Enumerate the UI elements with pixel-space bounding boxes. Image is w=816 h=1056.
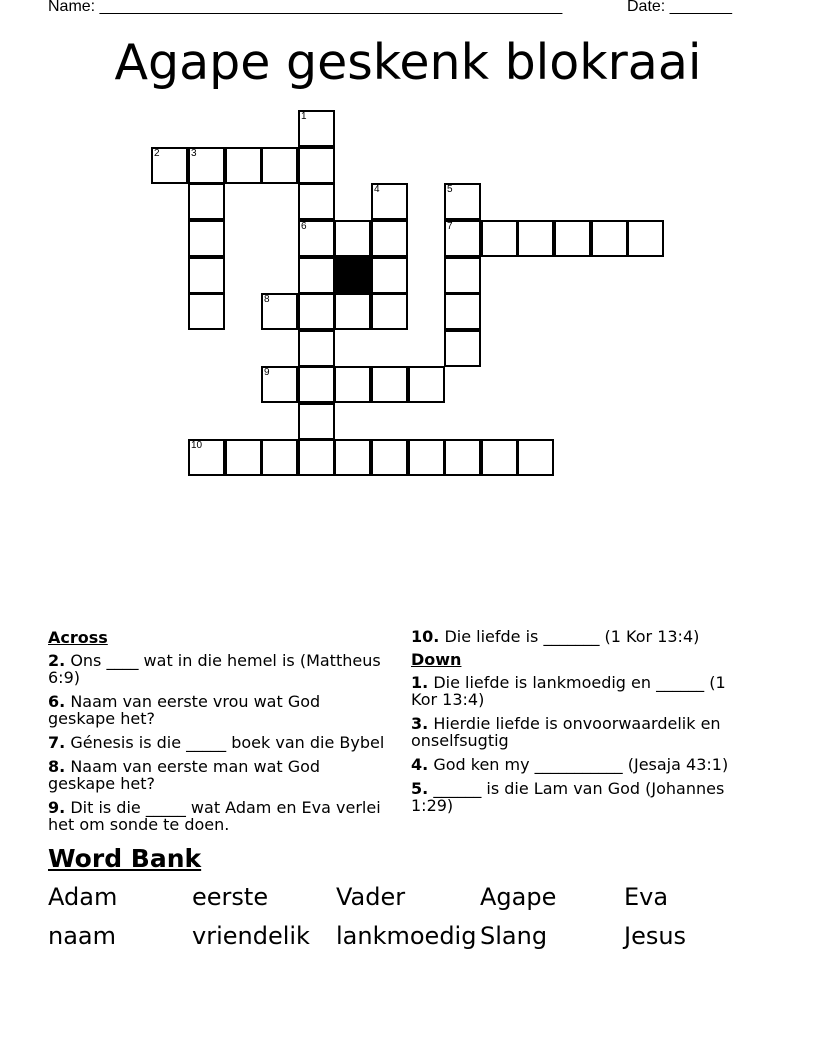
clue-across-10 <box>411 628 756 645</box>
clue-number-label: 8. <box>48 757 66 776</box>
clue-down-1 <box>411 674 756 708</box>
clue-text: Naam van eerste vrou wat God geskape het? <box>48 692 321 728</box>
clue-number-label: 1. <box>411 673 429 692</box>
grid-cell[interactable] <box>188 183 225 220</box>
word-bank-item: vriendelik <box>192 922 310 950</box>
word-bank-item: Vader <box>336 883 406 911</box>
grid-cell[interactable] <box>444 220 481 257</box>
clue-number-label: 7. <box>48 733 66 752</box>
clue-across-8 <box>48 758 388 792</box>
clue-number-label: 5. <box>411 779 429 798</box>
clue-down-5 <box>411 780 756 814</box>
clue-across-6 <box>48 693 388 727</box>
grid-cell[interactable] <box>591 220 628 257</box>
clue-number-label: 4. <box>411 755 429 774</box>
grid-cell[interactable] <box>188 293 225 330</box>
grid-cell[interactable] <box>481 220 518 257</box>
crossword-grid <box>0 0 816 500</box>
clue-number: 6 <box>301 221 307 232</box>
grid-cell[interactable] <box>298 439 335 476</box>
grid-cell[interactable] <box>261 439 298 476</box>
clue-text: Dit is die _____ wat Adam en Eva verlei het om sonde te doen. <box>48 798 381 834</box>
across-heading: Across <box>48 628 108 647</box>
grid-cell[interactable] <box>444 330 481 367</box>
word-bank-item: naam <box>48 922 117 950</box>
word-bank-item: Jesus <box>624 922 687 950</box>
word-bank-item: Eva <box>624 883 669 911</box>
grid-cell[interactable] <box>371 183 408 220</box>
grid-cell[interactable] <box>481 439 518 476</box>
clue-across-7 <box>48 734 388 751</box>
grid-cell[interactable] <box>371 220 408 257</box>
grid-cell[interactable] <box>298 257 335 294</box>
clue-across-2 <box>48 652 388 686</box>
grid-cell[interactable] <box>334 220 371 257</box>
clue-text: ______ is die Lam van God (Johannes 1:29) <box>411 779 725 815</box>
grid-cell[interactable] <box>444 183 481 220</box>
clue-number: 1 <box>301 111 307 122</box>
grid-cell[interactable] <box>298 330 335 367</box>
grid-cell[interactable] <box>554 220 591 257</box>
grid-cell[interactable] <box>188 220 225 257</box>
clue-number: 8 <box>264 294 270 305</box>
page-title: Agape geskenk blokraai <box>114 34 702 91</box>
grid-cell[interactable] <box>371 293 408 330</box>
clue-number: 5 <box>447 184 453 195</box>
grid-cell[interactable] <box>408 366 445 403</box>
clues-right-column <box>411 628 756 821</box>
grid-cell[interactable] <box>298 183 335 220</box>
grid-cell[interactable] <box>225 439 262 476</box>
grid-cell[interactable] <box>188 439 225 476</box>
grid-cell[interactable] <box>444 257 481 294</box>
clue-text: Génesis is die _____ boek van die Bybel <box>70 733 385 752</box>
down-heading: Down <box>411 650 462 669</box>
word-bank-item: eerste <box>192 883 269 911</box>
clue-number-label: 9. <box>48 798 66 817</box>
word-bank-item: Agape <box>480 883 557 911</box>
clue-number-label: 2. <box>48 651 66 670</box>
grid-cell[interactable] <box>225 147 262 184</box>
clue-number: 10 <box>191 440 203 451</box>
clue-text: Ons ____ wat in die hemel is (Mattheus 6:9) <box>48 651 381 687</box>
clues-left-column <box>48 628 388 840</box>
word-bank-item: lankmoedig <box>336 922 477 950</box>
clue-text: Hierdie liefde is onvoorwaardelik en onselfsugtig <box>411 714 721 750</box>
grid-cell[interactable] <box>334 439 371 476</box>
clue-number: 7 <box>447 221 453 232</box>
grid-cell[interactable] <box>517 220 554 257</box>
grid-cell[interactable] <box>151 147 188 184</box>
clue-number: 2 <box>154 148 160 159</box>
grid-cell[interactable] <box>298 366 335 403</box>
grid-cell[interactable] <box>188 257 225 294</box>
grid-cell[interactable] <box>261 293 298 330</box>
clue-text: God ken my ___________ (Jesaja 43:1) <box>433 755 729 774</box>
grid-cell[interactable] <box>371 366 408 403</box>
clue-number: 3 <box>191 148 197 159</box>
grid-cell[interactable] <box>408 439 445 476</box>
clue-text: Die liefde is _______ (1 Kor 13:4) <box>444 627 700 646</box>
word-bank-title: Word Bank <box>48 844 202 873</box>
clue-down-3 <box>411 715 756 749</box>
grid-cell[interactable] <box>334 293 371 330</box>
grid-cell[interactable] <box>371 439 408 476</box>
grid-cell[interactable] <box>298 293 335 330</box>
grid-cell[interactable] <box>627 220 664 257</box>
grid-cell[interactable] <box>444 293 481 330</box>
grid-cell[interactable] <box>517 439 554 476</box>
clue-down-4 <box>411 756 756 773</box>
clue-across-9 <box>48 799 388 833</box>
grid-cell[interactable] <box>334 366 371 403</box>
grid-cell[interactable] <box>261 147 298 184</box>
clue-text: Die liefde is lankmoedig en ______ (1 Kor 13:4) <box>411 673 726 709</box>
clue-number-label: 10. <box>411 627 440 646</box>
name-field-label: Name: ____________________________________________________ <box>48 0 563 15</box>
clue-number: 9 <box>264 367 270 378</box>
word-bank-item: Adam <box>48 883 118 911</box>
grid-cell[interactable] <box>261 366 298 403</box>
grid-cell[interactable] <box>298 110 335 147</box>
grid-cell[interactable] <box>298 403 335 440</box>
blocked-cell <box>334 257 371 294</box>
clue-number: 4 <box>374 184 380 195</box>
clue-text: Naam van eerste man wat God geskape het? <box>48 757 321 793</box>
date-field-label: Date: _______ <box>627 0 732 15</box>
word-bank-item: Slang <box>480 922 548 950</box>
clue-number-label: 3. <box>411 714 429 733</box>
grid-cell[interactable] <box>188 147 225 184</box>
grid-cell[interactable] <box>444 439 481 476</box>
grid-cell[interactable] <box>371 257 408 294</box>
clue-number-label: 6. <box>48 692 66 711</box>
grid-cell[interactable] <box>298 220 335 257</box>
grid-cell[interactable] <box>298 147 335 184</box>
